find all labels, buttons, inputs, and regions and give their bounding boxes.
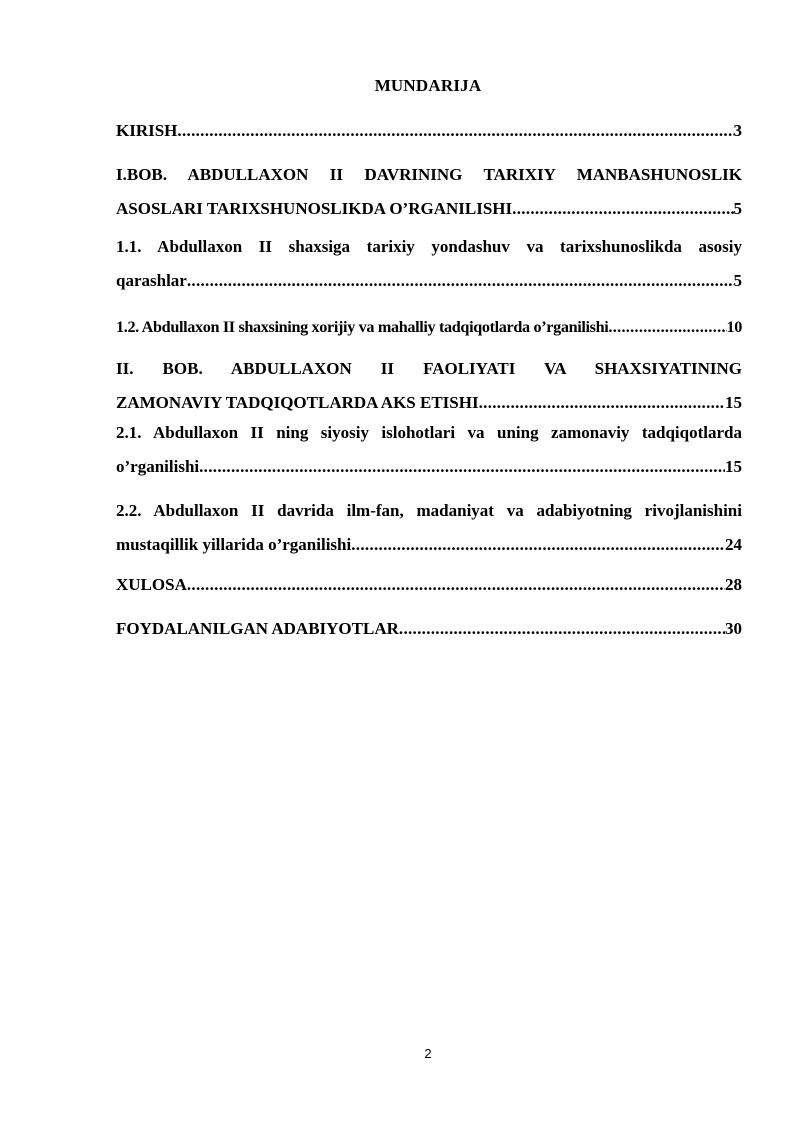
dot-leader [187, 264, 734, 298]
toc-entry-title-line: II. BOB. ABDULLAXON II FAOLIYATI VA SHAXSIYATINING [116, 359, 742, 378]
toc-entry-title: KIRISH [116, 121, 178, 140]
dot-leader [351, 528, 725, 562]
toc-entry-page: 30 [725, 619, 742, 638]
toc-entry-1-1[interactable] [116, 230, 742, 298]
toc-entry-line [116, 612, 742, 646]
page-number: 2 [424, 1046, 432, 1061]
toc-entry-2-2[interactable] [116, 494, 742, 562]
toc-entry-2-1[interactable] [116, 416, 742, 484]
toc-entry-title: ASOSLARI TARIXSHUNOSLIKDA O’RGANILISHI [116, 199, 513, 218]
toc-entry-1-2[interactable] [116, 310, 742, 344]
toc-entry-line [116, 450, 742, 484]
toc-entry-title-line: 1.1. Abdullaxon II shaxsiga tarixiy yondashuv va tarixshunoslikda asosiy [116, 237, 742, 256]
dot-leader [608, 310, 726, 344]
toc-title: MUNDARIJA [374, 76, 482, 95]
toc-entry-page: 5 [733, 271, 742, 290]
toc-entry-line [116, 568, 742, 602]
toc-entry-title-line: 2.1. Abdullaxon II ning siyosiy islohotlari va uning zamonaviy tadqiqotlarda [116, 423, 742, 442]
toc-entry-title: o’rganilishi [116, 457, 200, 476]
toc-entry-line [116, 264, 742, 298]
toc-entry-xulosa[interactable] [116, 568, 742, 602]
toc-entry-page: 28 [725, 575, 742, 594]
toc-entry-page: 24 [725, 535, 742, 554]
toc-entry-line [116, 528, 742, 562]
toc-entry-title: qarashlar [116, 271, 187, 290]
dot-leader [479, 386, 725, 420]
toc-entry-title: XULOSA [116, 575, 187, 594]
toc-entry-page: 15 [725, 393, 742, 412]
toc-entry-bob-1[interactable] [116, 158, 742, 226]
toc-entry-title: 1.2. Abdullaxon II shaxsining xorijiy va mahalliy tadqiqotlarda o’rganilishi [116, 318, 609, 336]
toc-entry-title-line: 2.2. Abdullaxon II davrida ilm-fan, madaniyat va adabiyotning rivojlanishini [116, 501, 742, 520]
dot-leader [177, 114, 733, 148]
toc-entry-bob-2[interactable] [116, 352, 742, 420]
toc-entry-title: ZAMONAVIY TADQIQOTLARDA AKS ETISHI [116, 393, 479, 412]
toc-entry-page: 10 [726, 318, 742, 336]
toc-entry-line [116, 114, 742, 148]
toc-entry-page: 5 [733, 199, 742, 218]
toc-entry-page: 3 [733, 121, 742, 140]
toc-entry-adabiyotlar[interactable] [116, 612, 742, 646]
dot-leader [399, 612, 725, 646]
toc-entry-title-line: I.BOB. ABDULLAXON II DAVRINING TARIXIY MANBASHUNOSLIK [116, 165, 742, 184]
toc-entry-title: FOYDALANILGAN ADABIYOTLAR [116, 619, 399, 638]
toc-entry-line [116, 310, 742, 344]
toc-entry-title: mustaqillik yillarida o’rganilishi [116, 535, 352, 554]
dot-leader [187, 568, 725, 602]
dot-leader [512, 192, 733, 226]
toc-entry-line [116, 192, 742, 226]
toc-entry-page: 15 [725, 457, 742, 476]
toc-entry-kirish[interactable] [116, 114, 742, 148]
dot-leader [199, 450, 725, 484]
toc-entry-line [116, 386, 742, 420]
